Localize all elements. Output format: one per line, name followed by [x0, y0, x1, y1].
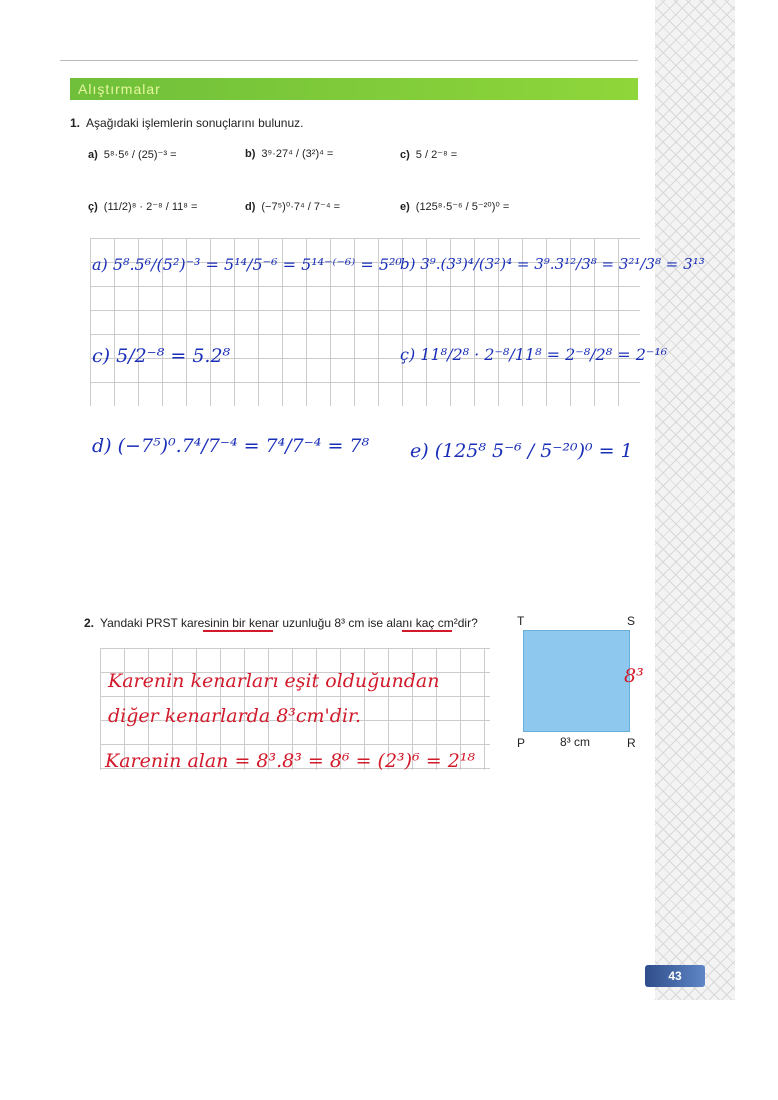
page-margin-pattern: [655, 0, 735, 1000]
question-1: 1. Aşağıdaki işlemlerin sonuçlarını bulunuz.: [70, 116, 304, 130]
answer-d: d) (−7⁵)⁰.7⁴/7⁻⁴ = 7⁴/7⁻⁴ = 7⁸: [92, 435, 370, 457]
answer-line-2: diğer kenarlarda 8³cm'dir.: [108, 705, 362, 727]
answer-a: a) 5⁸.5⁶/(5²)⁻³ = 5¹⁴/5⁻⁶ = 5¹⁴⁻⁽⁻⁶⁾ = 5²⁰: [92, 255, 402, 274]
problem-c: c) 5 / 2⁻⁸ =: [400, 149, 458, 161]
vertex-p: P: [517, 736, 526, 750]
vertex-t: T: [517, 614, 525, 628]
problem-c-cedilla: ç) (11/2)⁸ · 2⁻⁸ / 11⁸ =: [88, 201, 198, 213]
side-length-label: 8³ cm: [560, 735, 590, 749]
answer-c-cedilla: ç) 11⁸/2⁸ · 2⁻⁸/11⁸ = 2⁻⁸/2⁸ = 2⁻¹⁶: [400, 345, 668, 364]
problem-a: a) 5⁸·5⁶ / (25)⁻³ =: [88, 149, 177, 161]
answer-line-1: Karenin kenarları eşit olduğundan: [108, 670, 440, 692]
problem-b: b) 3⁹·27⁴ / (3²)⁴ =: [245, 148, 334, 160]
side-note: 8³: [624, 665, 644, 687]
underline-mark: [402, 630, 452, 632]
section-title: Alıştırmalar: [70, 78, 638, 100]
vertex-r: R: [627, 736, 636, 750]
answer-c: c) 5/2⁻⁸ = 5.2⁸: [92, 345, 231, 367]
underline-mark: [203, 630, 273, 632]
answer-line-3: Karenin alan = 8³.8³ = 8⁶ = (2³)⁶ = 2¹⁸: [105, 750, 476, 772]
answer-b: b) 3⁹.(3³)⁴/(3²)⁴ = 3⁹.3¹²/3⁸ = 3²¹/3⁸ = 3¹³: [400, 255, 705, 273]
answer-e: e) (125⁸ 5⁻⁶ / 5⁻²⁰)⁰ = 1: [410, 440, 633, 462]
vertex-s: S: [627, 614, 636, 628]
page-number: 43: [645, 965, 705, 987]
problem-d: d) (−7⁵)⁰·7⁴ / 7⁻⁴ =: [245, 201, 341, 213]
divider: [60, 60, 638, 61]
problem-e: e) (125⁸·5⁻⁶ / 5⁻²⁰)⁰ =: [400, 201, 510, 213]
question-2: 2. Yandaki PRST karesinin bir kenar uzunluğu 8³ cm ise alanı kaç cm²dir?: [84, 616, 478, 630]
square-prst-figure: [523, 630, 630, 732]
